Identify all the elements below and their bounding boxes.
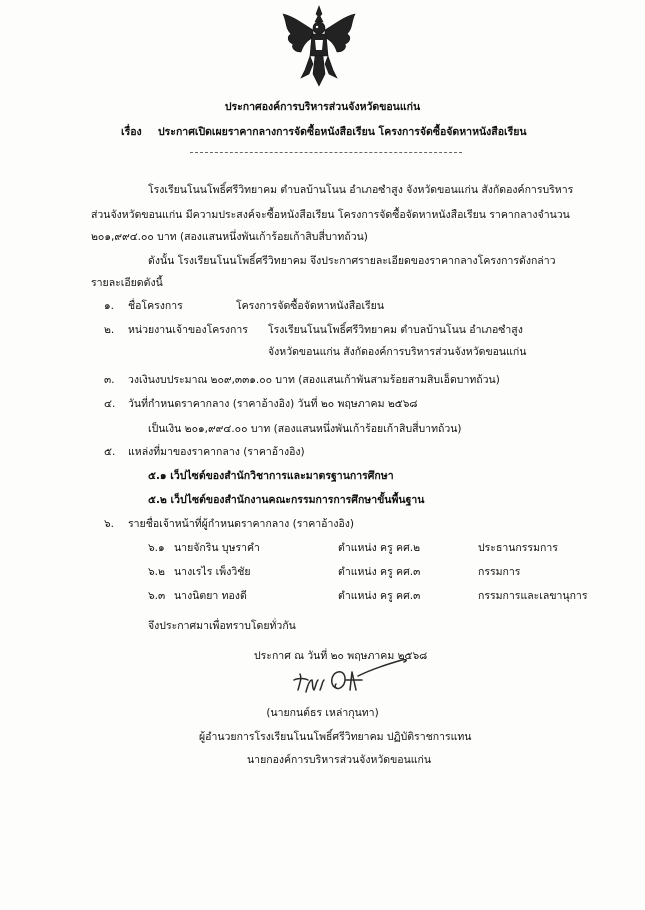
committee-3-position: ตำแหน่ง ครู คศ.๓ [338,590,421,602]
committee-2-role: กรรมการ [478,566,521,578]
announce-text: จึงประกาศมาเพื่อทราบโดยทั่วกัน [148,620,296,632]
announce-date: ประกาศ ณ วันที่ ๒๐ พฤษภาคม ๒๕๖๘ [254,650,428,662]
committee-3-name: นางนิตยา ทองดี [174,590,247,602]
signatory-title-1: ผู้อำนวยการโรงเรียนโนนโพธิ์ศรีวิทยาคม ปฏิบัติราชการแทน [199,731,472,743]
item-2-value: โรงเรียนโนนโพธิ์ศรีวิทยาคม ตำบลบ้านโนน อำเภอซำสูง [268,324,523,336]
committee-1-name: นายจักริน บุษราคำ [174,542,260,554]
item-5-text: แหล่งที่มาของราคากลาง (ราคาอ้างอิง) [128,446,305,458]
therefore-line-2: รายละเอียดดังนี้ [91,277,163,289]
item-3-text: วงเงินงบประมาณ ๒๐๙,๓๓๑.๐๐ บาท (สองแสนเก้าพันสามร้อยสามสิบเอ็ดบาทถ้วน) [128,374,500,386]
committee-1-no: ๖.๑ [148,542,165,554]
announcement-title: ประกาศองค์การบริหารส่วนจังหวัดขอนแก่น [224,101,421,113]
garuda-emblem-icon [279,4,359,88]
item-1-value: โครงการจัดซื้อจัดหาหนังสือเรียน [236,300,385,312]
item-5-1: ๕.๑ เว็ปไซต์ของสำนักวิชาการและมาตรฐานการศึกษา [148,470,394,482]
item-2-label: หน่วยงานเจ้าของโครงการ [128,324,248,336]
item-5-2: ๕.๒ เว็ปไซต์ของสำนักงานคณะกรรมการการศึกษาขั้นพื้นฐาน [148,494,425,506]
committee-3-no: ๖.๓ [148,590,166,602]
committee-2-position: ตำแหน่ง ครู คศ.๓ [338,566,421,578]
item-6-number: ๖. [104,518,115,530]
item-6-text: รายชื่อเจ้าหน้าที่ผู้กำหนดราคากลาง (ราคาอ้างอิง) [128,518,355,530]
signatory-title-2: นายกองค์การบริหารส่วนจังหวัดขอนแก่น [247,754,432,766]
committee-2-name: นางเรไร เพ็งวิชัย [174,566,251,578]
committee-1-position: ตำแหน่ง ครู คศ.๒ [338,542,420,554]
intro-line-2: ส่วนจังหวัดขอนแก่น มีความประสงค์จะซื้อหนังสือเรียน โครงการจัดซื้อจัดหาหนังสือเรียน ราคากลางจำนวน [91,209,570,221]
item-4-number: ๔. [104,398,116,410]
therefore-line-1: ดังนั้น โรงเรียนโนนโพธิ์ศรีวิทยาคม จึงประกาศรายละเอียดของราคากลางโครงการดังกล่าว [148,255,556,267]
item-1-label: ชื่อโครงการ [128,300,183,312]
committee-2-no: ๖.๒ [148,566,165,578]
subject-text: ประกาศเปิดเผยราคากลางการจัดซื้อหนังสือเรียน โครงการจัดซื้อจัดหาหนังสือเรียน [158,126,527,138]
item-4-text: วันที่กำหนดราคากลาง (ราคาอ้างอิง) วันที่ ๒๐ พฤษภาคม ๒๕๖๘ [128,398,418,410]
item-2-number: ๒. [104,324,115,336]
item-3-number: ๓. [104,374,115,386]
intro-line-1: โรงเรียนโนนโพธิ์ศรีวิทยาคม ตำบลบ้านโนน อำเภอซำสูง จังหวัดขอนแก่น สังกัดองค์การบริหาร [148,184,574,196]
item-5-number: ๕. [104,446,116,458]
subject-label: เรื่อง [121,126,142,138]
item-2-value-2: จังหวัดขอนแก่น สังกัดองค์การบริหารส่วนจังหวัดขอนแก่น [268,346,527,358]
committee-1-role: ประธานกรรมการ [478,542,558,554]
signatory-name: (นายกนต์ธร เหล่ากุนทา) [266,707,379,719]
header-divider [190,152,462,153]
handwritten-signature [280,650,420,710]
item-4-text-2: เป็นเงิน ๒๐๑,๙๙๔.๐๐ บาท (สองแสนหนึ่งพันเก้าร้อยเก้าสิบสี่บาทถ้วน) [148,423,462,435]
intro-line-3: ๒๐๑,๙๙๔.๐๐ บาท (สองแสนหนึ่งพันเก้าร้อยเก้าสิบสี่บาทถ้วน) [91,231,368,243]
item-1-number: ๑. [104,300,115,312]
committee-3-role: กรรมการและเลขานุการ [478,590,588,602]
